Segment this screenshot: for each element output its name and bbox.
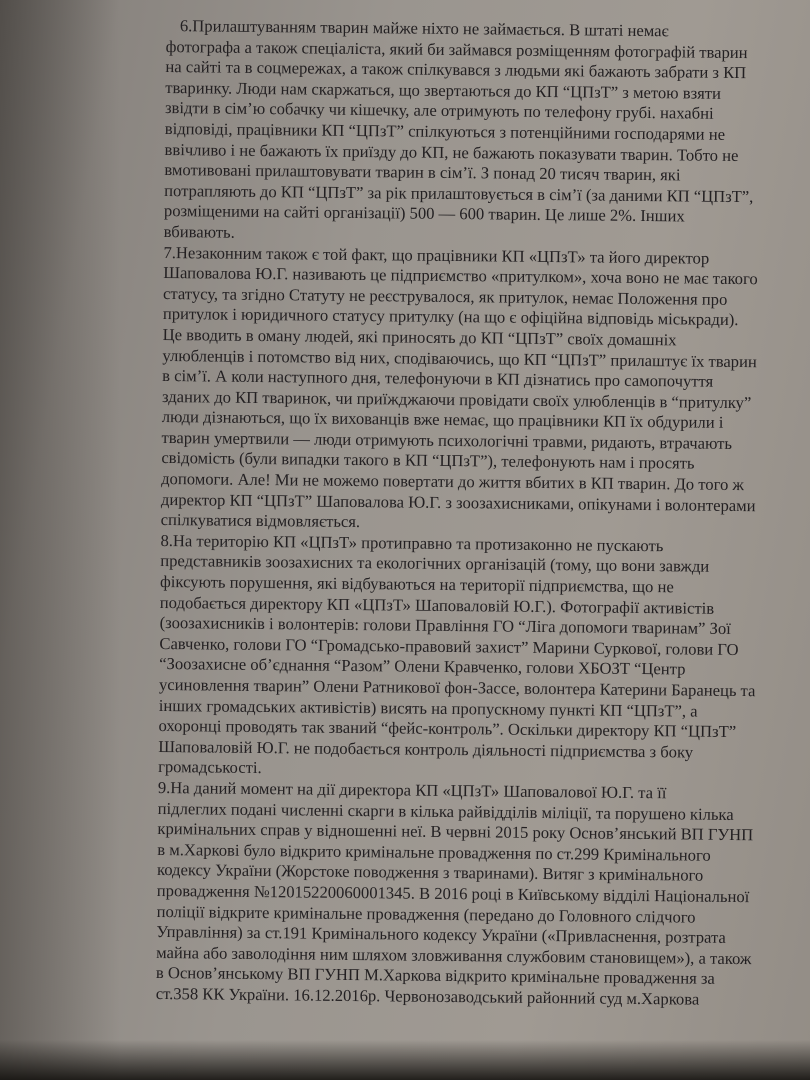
text-line: поліції відкрите кримінальне провадження (передано до Головного слідчого [156,901,696,927]
text-line: Шаповалова Ю.Г. називають це підприємство «притулком», хоча воно не має такого [163,263,758,289]
text-line: люди дізнаються, що їх вихованців вже немає, що працівники КП їх обдурили і [161,407,724,433]
text-line: представників зоозахисних та екологічних організацій (тому, що вони завжди [160,551,710,577]
text-line: на сайті та в соцмережах, а також спілкувався з людьми які бажають забрати з КП [165,57,747,83]
text-line: фотографа а також спеціаліста, який би займався розміщенням фотографій тварин [165,36,748,62]
text-line: Савченко, голови ГО “Громадсько-правовий захист” Марини Суркової, голови ГО [159,633,739,659]
document-text [156,16,762,1011]
text-line: притулок і юридичного статусу притулку (на що є офіційна відповідь міськради). [162,304,739,330]
text-line: 7.Незаконним також є той факт, що працівники КП «ЦПзТ» та його директор [163,242,710,268]
text-line: спілкуватися відмовляється. [160,510,361,532]
text-line: охоронці проводять так званий “фейс-контроль”. Оскільки директору КП “ЦПзТ” [158,716,737,742]
text-line: тварин умертвили — люди отримують психологічні травми, ридають, втрачають [161,427,733,453]
paragraph-7 [161,243,760,538]
text-line: звідти в сім’ю собачку чи кішечку, але отримують по телефону грубі. нахабні [164,98,714,124]
page-shadow-bottom [0,1040,810,1080]
text-line: тваринку. Люди нам скаржаться, що звертаються до КП “ЦПзТ” з метою взяти [165,77,722,103]
text-line: улюбленців і потомство від них, сподіваючись, що КП “ЦПзТ” прилаштує їх тварин [162,345,757,371]
text-line: зданих до КП тваринок, чи приїжджаючи провідати своїх улюбленців в “притулку” [161,386,752,412]
text-line: статусу, та згідно Статуту не реєструвалося, як притулок, немає Положення про [162,283,728,309]
text-line: вмотивовані прилаштовувати тварин в сім’ї. З понад 20 тисяч тварин, які [164,160,681,185]
text-line: допомоги. Але! Ми не можемо повертати до життя вбитих в КП тварин. До того ж [161,469,745,495]
text-line: ввічливо і не бажають їх приїзду до КП, не бажають показувати тварин. Тобто не [164,139,739,165]
text-line: “Зоозахисне об’єднання “Разом” Олени Кравченко, голови ХБОЗТ “Центр [159,654,686,679]
text-line: (зоозахисників і волонтерів: голови Правління ГО “Ліга допомоги тваринам” Зої [159,613,731,639]
paragraph-8 [158,531,757,784]
text-line: потрапляють до КП “ЦПзТ” за рік прилаштовується в сім’ї (за даними КП “ЦПзТ”, [164,180,754,206]
paragraph-9 [156,778,754,1011]
paragraph-6 [164,16,762,249]
text-line: громадськості. [158,757,262,778]
text-line: ст.358 КК України. 16.12.2016р. Червонозаводський районний суд м.Харкова [155,983,700,1009]
text-line: в сім’ї. А коли наступного дня, телефонуючи в КП дізнатись про самопочуття [162,366,714,391]
text-line: в м.Харкові було відкрито кримінальне провадження по ст.299 Кримінального [157,839,711,865]
text-line: фіксують порушення, які відбуваються на території підприємства, що не [159,572,674,597]
text-line: кримінальних справ у відношенні неї. В червні 2015 року Основ’янський ВП ГУНП [157,819,754,845]
text-line: свідомість (були випадки такого в КП “ЦПзТ”), телефонують нам і просять [161,448,695,474]
text-line: 8.На територію КП «ЦПзТ» протиправно та протизаконно не пускають [160,530,664,556]
text-line: вбивають. [163,221,235,242]
text-line: 6.Прилаштуванням тварин майже ніхто не займається. В штаті немає [179,16,669,41]
text-line: директор КП “ЦПзТ” Шаповалова Ю.Г. з зоозахисниками, опікунами і волонтерами [160,489,756,515]
text-line: відповіді, працівники КП “ЦПзТ” спілкуються з потенційними господарями не [164,118,726,144]
text-line: кодексу України (Жорстоке поводження з тваринами). Витяг з кримінального [156,860,704,886]
text-line: подобається директору КП «ЦПзТ» Шаповаловій Ю.Г.). Фотографії активістів [159,592,715,618]
text-line: усиновлення тварин” Олени Ратникової фон-Зассе, волонтера Катерини Баранець та [158,674,756,701]
page-shadow-left [0,0,120,1080]
text-line: в Основ’янському ВП ГУНП М.Харкова відкрито кримінальне провадження за [155,963,715,989]
text-line: Управління) за ст.191 Кримінального кодексу України («Привласнення, розтрата [156,922,726,948]
text-line: 9.На даний момент на дії директора КП «ЦПзТ» Шаповалової Ю.Г. та її [157,777,667,803]
text-line: підлеглих подані численні скарги в кілька райвідділів міліції, та порушено кілька [157,798,734,824]
text-line: провадження №12015220060001345. В 2016 році в Київському відділі Національної [156,880,750,907]
text-line: Це вводить в оману людей, які приносять до КП “ЦПзТ” своїх домашніх [162,324,677,350]
text-line: розміщеними на сайті організації) 500 — 600 тварин. Це лише 2%. Інших [163,201,685,226]
text-line: інших громадських активістів) висять на пропускному пункті КП “ЦПзТ”, а [158,695,698,721]
text-line: Шаповаловій Ю.Г. не подобається контроль діяльності підприємства з боку [158,736,694,762]
text-line: майна або заволодіння ним шляхом зловживання службовим становищем»), а також [156,942,752,968]
